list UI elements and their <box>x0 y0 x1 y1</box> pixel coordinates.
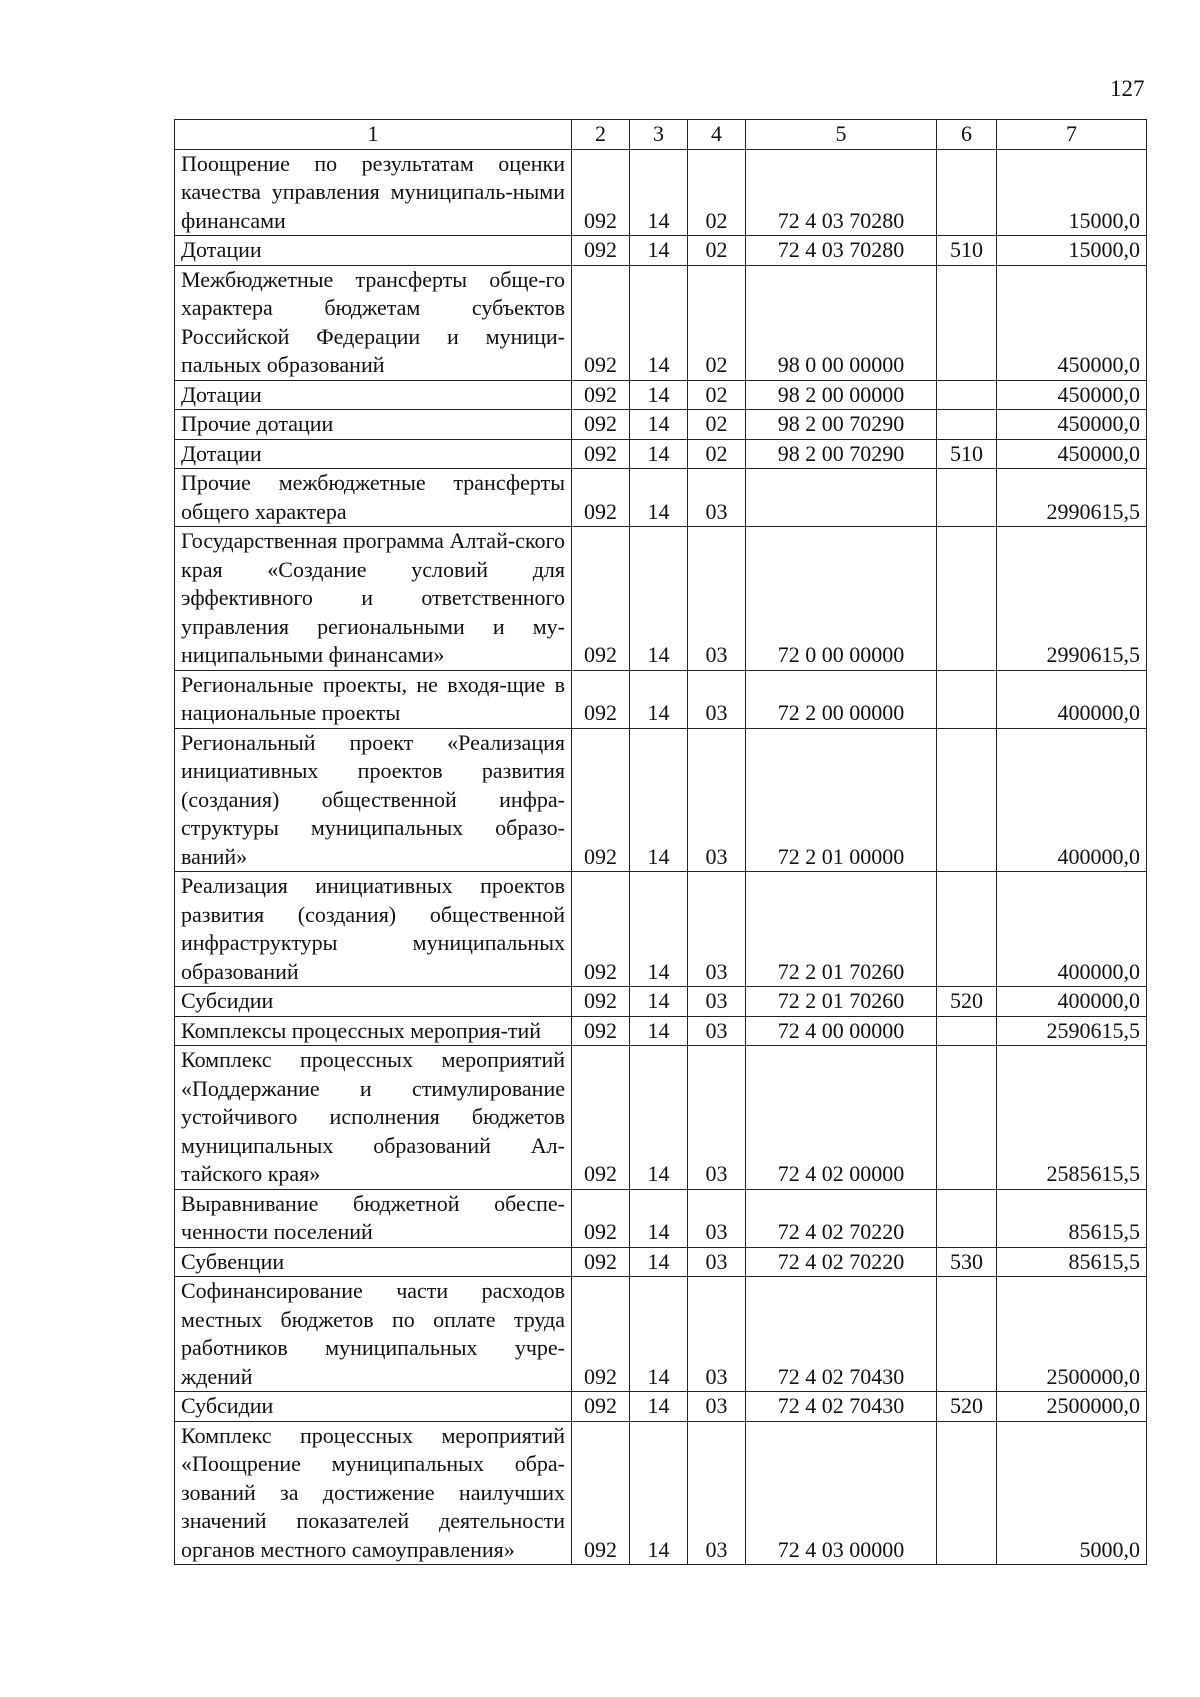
subsection-cell: 03 <box>688 1189 746 1247</box>
item-name-cell: Государственная программа Алтай-ского края «Создание условий для эффективного и ответственного управления региональными и му-ниципальными финансами» <box>175 527 572 671</box>
expense-type-cell: 530 <box>937 1247 997 1277</box>
amount-cell: 2990615,5 <box>997 469 1147 527</box>
subsection-cell: 03 <box>688 1392 746 1422</box>
section-cell: 14 <box>630 1277 688 1392</box>
expense-type-cell <box>937 380 997 410</box>
grbs-cell: 092 <box>572 728 630 872</box>
column-number-row <box>175 120 1147 150</box>
table-row <box>175 1189 1147 1247</box>
section-cell: 14 <box>630 1247 688 1277</box>
column-header: 2 <box>572 120 630 150</box>
grbs-cell: 092 <box>572 1046 630 1190</box>
amount-cell: 400000,0 <box>997 728 1147 872</box>
target-article-cell: 72 4 02 00000 <box>746 1046 937 1190</box>
subsection-cell: 02 <box>688 410 746 440</box>
subsection-cell: 03 <box>688 1046 746 1190</box>
subsection-cell: 03 <box>688 1247 746 1277</box>
column-header: 3 <box>630 120 688 150</box>
section-cell: 14 <box>630 670 688 728</box>
grbs-cell: 092 <box>572 1189 630 1247</box>
item-name-cell: Субсидии <box>175 1392 572 1422</box>
target-article-cell: 72 4 03 70280 <box>746 149 937 236</box>
expense-type-cell <box>937 469 997 527</box>
grbs-cell: 092 <box>572 987 630 1017</box>
amount-cell: 5000,0 <box>997 1421 1147 1565</box>
target-article-cell: 98 0 00 00000 <box>746 265 937 380</box>
amount-cell: 15000,0 <box>997 236 1147 266</box>
subsection-cell: 03 <box>688 670 746 728</box>
item-name-cell: Субвенции <box>175 1247 572 1277</box>
target-article-cell: 72 4 02 70430 <box>746 1392 937 1422</box>
grbs-cell: 092 <box>572 1016 630 1046</box>
table-row <box>175 236 1147 266</box>
target-article-cell: 98 2 00 70290 <box>746 410 937 440</box>
subsection-cell: 03 <box>688 1277 746 1392</box>
amount-cell: 400000,0 <box>997 872 1147 987</box>
subsection-cell: 03 <box>688 1016 746 1046</box>
target-article-cell: 98 2 00 70290 <box>746 439 937 469</box>
section-cell: 14 <box>630 149 688 236</box>
section-cell: 14 <box>630 236 688 266</box>
grbs-cell: 092 <box>572 1392 630 1422</box>
expense-type-cell <box>937 265 997 380</box>
item-name-cell: Дотации <box>175 380 572 410</box>
item-name-cell: Реализация инициативных проектов развития (создания) общественной инфраструктуры муниципальных образований <box>175 872 572 987</box>
grbs-cell: 092 <box>572 1421 630 1565</box>
item-name-cell: Прочие дотации <box>175 410 572 440</box>
column-header: 5 <box>746 120 937 150</box>
section-cell: 14 <box>630 265 688 380</box>
page-number: 127 <box>1110 76 1145 101</box>
target-article-cell: 72 2 01 70260 <box>746 987 937 1017</box>
expense-type-cell: 510 <box>937 236 997 266</box>
table-row <box>175 1247 1147 1277</box>
grbs-cell: 092 <box>572 265 630 380</box>
subsection-cell: 02 <box>688 149 746 236</box>
column-header: 4 <box>688 120 746 150</box>
expense-type-cell <box>937 1189 997 1247</box>
grbs-cell: 092 <box>572 439 630 469</box>
grbs-cell: 092 <box>572 380 630 410</box>
expense-type-cell <box>937 1016 997 1046</box>
expense-type-cell: 510 <box>937 439 997 469</box>
table-row <box>175 1277 1147 1392</box>
item-name-cell: Комплексы процессных мероприя-тий <box>175 1016 572 1046</box>
target-article-cell: 72 4 00 00000 <box>746 1016 937 1046</box>
subsection-cell: 03 <box>688 1421 746 1565</box>
table-row <box>175 1046 1147 1190</box>
grbs-cell: 092 <box>572 527 630 671</box>
amount-cell: 2500000,0 <box>997 1392 1147 1422</box>
amount-cell: 2500000,0 <box>997 1277 1147 1392</box>
table-row <box>175 149 1147 236</box>
expense-type-cell <box>937 872 997 987</box>
section-cell: 14 <box>630 1016 688 1046</box>
subsection-cell: 02 <box>688 236 746 266</box>
section-cell: 14 <box>630 872 688 987</box>
subsection-cell: 02 <box>688 380 746 410</box>
item-name-cell: Софинансирование части расходов местных бюджетов по оплате труда работников муниципальных учре-ждений <box>175 1277 572 1392</box>
subsection-cell: 02 <box>688 265 746 380</box>
expense-type-cell <box>937 670 997 728</box>
section-cell: 14 <box>630 410 688 440</box>
section-cell: 14 <box>630 380 688 410</box>
amount-cell: 85615,5 <box>997 1189 1147 1247</box>
table-row <box>175 1016 1147 1046</box>
item-name-cell: Дотации <box>175 236 572 266</box>
target-article-cell: 72 4 03 00000 <box>746 1421 937 1565</box>
section-cell: 14 <box>630 469 688 527</box>
expense-type-cell: 520 <box>937 987 997 1017</box>
expense-type-cell <box>937 1277 997 1392</box>
grbs-cell: 092 <box>572 872 630 987</box>
table-row <box>175 1421 1147 1565</box>
section-cell: 14 <box>630 1421 688 1565</box>
expense-type-cell <box>937 527 997 671</box>
table-row <box>175 265 1147 380</box>
subsection-cell: 03 <box>688 728 746 872</box>
item-name-cell: Региональный проект «Реализация инициативных проектов развития (создания) общественной инфра-структуры муниципальных образо-ваний» <box>175 728 572 872</box>
expense-type-cell <box>937 728 997 872</box>
section-cell: 14 <box>630 1189 688 1247</box>
target-article-cell: 72 4 02 70220 <box>746 1247 937 1277</box>
grbs-cell: 092 <box>572 670 630 728</box>
item-name-cell: Выравнивание бюджетной обеспе-ченности поселений <box>175 1189 572 1247</box>
expense-type-cell <box>937 410 997 440</box>
target-article-cell: 72 4 02 70430 <box>746 1277 937 1392</box>
item-name-cell: Дотации <box>175 439 572 469</box>
amount-cell: 400000,0 <box>997 670 1147 728</box>
target-article-cell: 72 2 01 00000 <box>746 728 937 872</box>
table-row <box>175 1392 1147 1422</box>
table-row <box>175 469 1147 527</box>
table-row <box>175 987 1147 1017</box>
grbs-cell: 092 <box>572 1277 630 1392</box>
expense-type-cell <box>937 1421 997 1565</box>
target-article-cell: 72 4 03 70280 <box>746 236 937 266</box>
column-header: 1 <box>175 120 572 150</box>
target-article-cell <box>746 469 937 527</box>
item-name-cell: Субсидии <box>175 987 572 1017</box>
target-article-cell: 98 2 00 00000 <box>746 380 937 410</box>
column-header: 7 <box>997 120 1147 150</box>
subsection-cell: 03 <box>688 872 746 987</box>
subsection-cell: 03 <box>688 987 746 1017</box>
item-name-cell: Региональные проекты, не входя-щие в национальные проекты <box>175 670 572 728</box>
expense-type-cell: 520 <box>937 1392 997 1422</box>
section-cell: 14 <box>630 1392 688 1422</box>
amount-cell: 450000,0 <box>997 439 1147 469</box>
subsection-cell: 03 <box>688 469 746 527</box>
amount-cell: 450000,0 <box>997 380 1147 410</box>
amount-cell: 85615,5 <box>997 1247 1147 1277</box>
item-name-cell: Комплекс процессных мероприятий «Поощрение муниципальных обра-зований за достижение наилучших значений показателей деятельности органов местного самоуправления» <box>175 1421 572 1565</box>
amount-cell: 400000,0 <box>997 987 1147 1017</box>
table-body <box>175 149 1147 1565</box>
item-name-cell: Прочие межбюджетные трансферты общего характера <box>175 469 572 527</box>
table-row <box>175 728 1147 872</box>
grbs-cell: 092 <box>572 410 630 440</box>
section-cell: 14 <box>630 987 688 1017</box>
target-article-cell: 72 2 01 70260 <box>746 872 937 987</box>
table-row <box>175 439 1147 469</box>
amount-cell: 450000,0 <box>997 265 1147 380</box>
grbs-cell: 092 <box>572 469 630 527</box>
grbs-cell: 092 <box>572 1247 630 1277</box>
table-row <box>175 380 1147 410</box>
subsection-cell: 03 <box>688 527 746 671</box>
target-article-cell: 72 0 00 00000 <box>746 527 937 671</box>
amount-cell: 2585615,5 <box>997 1046 1147 1190</box>
table-row <box>175 872 1147 987</box>
target-article-cell: 72 2 00 00000 <box>746 670 937 728</box>
table-row <box>175 410 1147 440</box>
subsection-cell: 02 <box>688 439 746 469</box>
item-name-cell: Поощрение по результатам оценки качества управления муниципаль-ными финансами <box>175 149 572 236</box>
section-cell: 14 <box>630 728 688 872</box>
grbs-cell: 092 <box>572 236 630 266</box>
section-cell: 14 <box>630 1046 688 1190</box>
amount-cell: 2590615,5 <box>997 1016 1147 1046</box>
item-name-cell: Межбюджетные трансферты обще-го характера бюджетам субъектов Российской Федерации и муници-пальных образований <box>175 265 572 380</box>
expense-type-cell <box>937 1046 997 1190</box>
table-row <box>175 527 1147 671</box>
target-article-cell: 72 4 02 70220 <box>746 1189 937 1247</box>
grbs-cell: 092 <box>572 149 630 236</box>
section-cell: 14 <box>630 439 688 469</box>
section-cell: 14 <box>630 527 688 671</box>
budget-table <box>174 119 1147 1565</box>
item-name-cell: Комплекс процессных мероприятий «Поддержание и стимулирование устойчивого исполнения бюджетов муниципальных образований Ал-тайского края» <box>175 1046 572 1190</box>
expense-type-cell <box>937 149 997 236</box>
table-row <box>175 670 1147 728</box>
column-header: 6 <box>937 120 997 150</box>
amount-cell: 15000,0 <box>997 149 1147 236</box>
amount-cell: 2990615,5 <box>997 527 1147 671</box>
amount-cell: 450000,0 <box>997 410 1147 440</box>
